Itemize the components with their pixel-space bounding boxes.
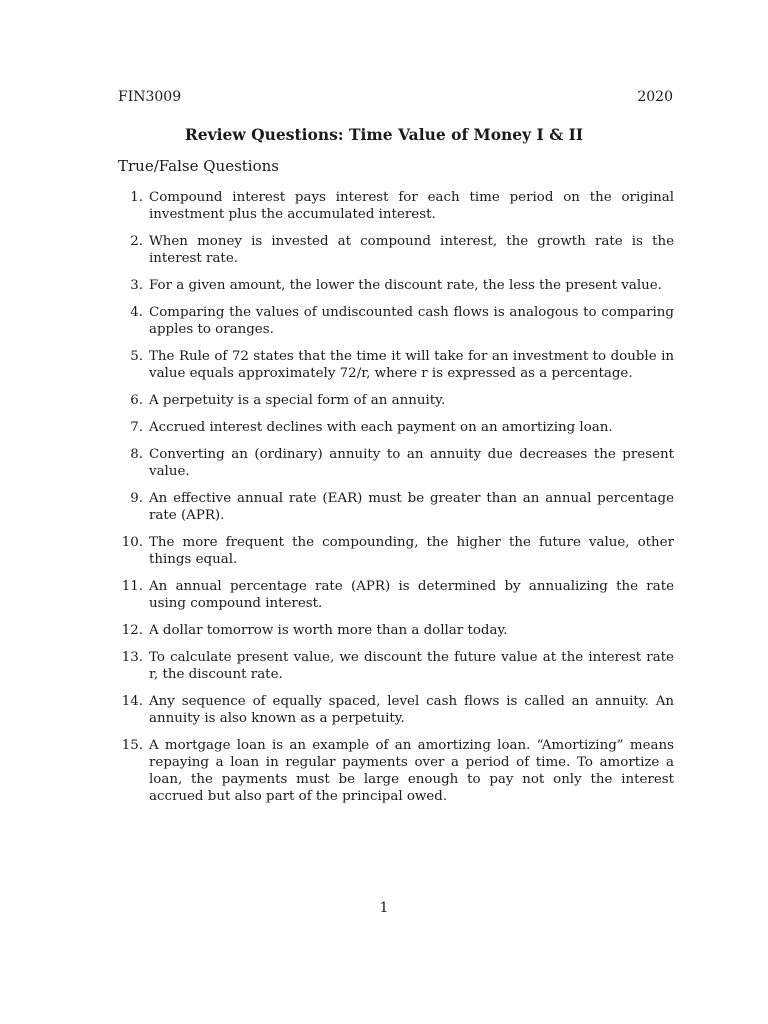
question-text: Converting an (ordinary) annuity to an annuity due decreases the present value.: [149, 447, 674, 479]
question-item: [118, 304, 674, 338]
question-number: 10.: [121, 535, 143, 550]
question-item: [118, 189, 674, 223]
question-text: An effective annual rate (EAR) must be greater than an annual percentage rate (APR).: [149, 491, 674, 523]
question-number: 15.: [121, 738, 143, 753]
question-item: [118, 419, 674, 436]
question-text: Compound interest pays interest for each time period on the original investment plus the accumulated interest.: [149, 190, 674, 222]
question-item: [118, 277, 674, 294]
question-item: [118, 534, 674, 568]
question-text: A dollar tomorrow is worth more than a dollar today.: [149, 623, 508, 638]
year: 2020: [637, 89, 673, 105]
question-item: [118, 490, 674, 524]
question-number: 3.: [130, 278, 143, 293]
question-text: Any sequence of equally spaced, level cash flows is called an annuity. An annuity is also known as a perpetuity.: [149, 694, 674, 726]
question-number: 5.: [130, 349, 143, 364]
question-number: 9.: [130, 491, 143, 506]
question-text: When money is invested at compound interest, the growth rate is the interest rate.: [149, 234, 674, 266]
question-item: [118, 737, 674, 805]
question-number: 1.: [130, 190, 143, 205]
question-text: A mortgage loan is an example of an amortizing loan. “Amortizing” means repaying a loan in regular payments over a period of time. To amortize a loan, the payments must be large enough to pay not only the interest accrued but also part of the principal owed.: [149, 738, 674, 804]
question-item: [118, 348, 674, 382]
question-item: [118, 233, 674, 267]
question-item: [118, 622, 674, 639]
question-text: The more frequent the compounding, the higher the future value, other things equal.: [149, 535, 674, 567]
question-item: [118, 578, 674, 612]
question-number: 8.: [130, 447, 143, 462]
question-text: Comparing the values of undiscounted cash flows is analogous to comparing apples to oranges.: [149, 305, 674, 337]
page-number: 1: [379, 900, 389, 916]
question-text: To calculate present value, we discount the future value at the interest rate r, the discount rate.: [149, 650, 674, 682]
page-title: Review Questions: Time Value of Money I & II: [184, 125, 584, 144]
question-list: [118, 189, 674, 815]
question-item: [118, 693, 674, 727]
question-text: The Rule of 72 states that the time it will take for an investment to double in value equals approximately 72/r, where r is expressed as a percentage.: [149, 349, 674, 381]
question-text: An annual percentage rate (APR) is determined by annualizing the rate using compound interest.: [149, 579, 674, 611]
question-number: 2.: [130, 234, 143, 249]
question-number: 14.: [121, 694, 143, 709]
question-number: 7.: [130, 420, 143, 435]
question-text: Accrued interest declines with each payment on an amortizing loan.: [149, 420, 613, 435]
question-number: 6.: [130, 393, 143, 408]
question-item: [118, 649, 674, 683]
question-number: 12.: [121, 623, 143, 638]
question-item: [118, 392, 674, 409]
question-item: [118, 446, 674, 480]
question-text: A perpetuity is a special form of an annuity.: [149, 393, 446, 408]
question-number: 11.: [121, 579, 143, 594]
question-number: 4.: [130, 305, 143, 320]
question-number: 13.: [121, 650, 143, 665]
page-header: [118, 89, 673, 105]
question-text: For a given amount, the lower the discount rate, the less the present value.: [149, 278, 662, 293]
section-heading: True/False Questions: [118, 157, 279, 175]
course-code: FIN3009: [118, 89, 182, 105]
